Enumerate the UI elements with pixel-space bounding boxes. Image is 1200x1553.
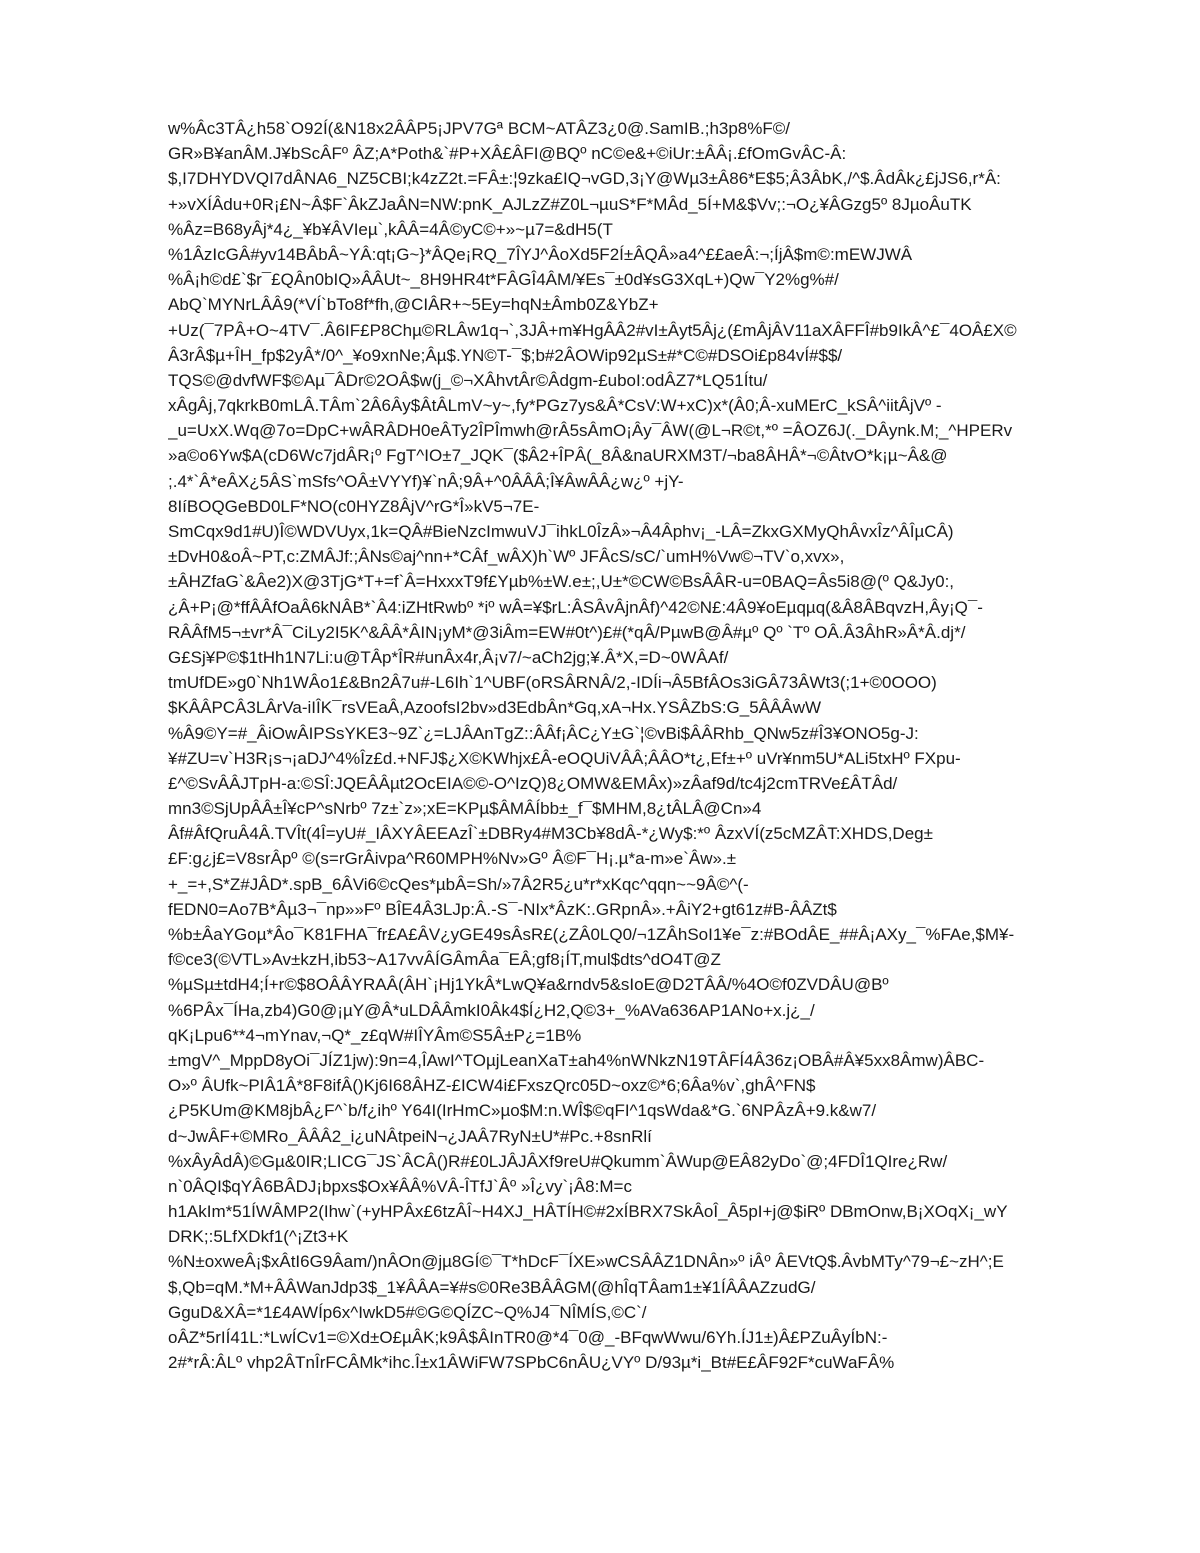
text-line: n`0ÂQI$qYÂ6BÂDJ¡bpxs$Ox¥ÂÂ%VÂ-ÎTfJ`Âº »Î¿vy`¡Â8:M=c <box>168 1176 632 1196</box>
text-line: fEDN0=Ao7B*Âµ3¬¯np»»Fº BÎE4Â3LJp:Â.-S¯-NIx*ÂzK:.GRpnÂ».+ÂiY2+gt61z#B-ÂÂZt$ <box>168 899 837 919</box>
text-line: Â3rÂ$µ+ÎH_fp$2yÂ*/0^_¥o9xnNe;Âµ$.YN©T-¯$;b#2ÂOWip92µS±#*C©#DSOi£p84vÍ#$$/ <box>168 345 843 365</box>
text-line: oÂZ*5rIÍ41L:*LwÍCv1=©Xd±O£µÂK;k9Â$ÂInTR0@*4¯0@_-BFqwWwu/6Yh.ÍJ1±)Â£PZuÂyÍbN:- <box>168 1328 888 1347</box>
text-line: Âf#ÂfQruÂ4Â.TVÎt(4Î=yU#_IÂXYÂEEAzÎ`±DBRy4#M3Cb¥8dÂ-*¿Wy$:*º ÂzxVÍ(z5cMZÂT:XHDS,Deg± <box>168 824 933 844</box>
text-line: GguD&XÂ=*1£4AWÍp6x^IwkD5#©G©QÍZC~Q%J4¯NÎMÍS,©C`/ <box>168 1302 647 1322</box>
text-line: G£Sj¥P©$1tHh1N7Li:u@TÂp*ÎR#unÂx4r,Â¡v7/~aCh2jg;¥.Â*X,=D~0WÂAf/ <box>168 647 729 667</box>
text-line: d~JwÂF+©MRo_ÂÂÂ2_i¿uNÂtpeiN¬¿JAÂ7RyN±U*#Pc.+8snRlí <box>168 1126 652 1146</box>
text-line: w%Âc3TÂ¿h58`O92Í(&N18x2ÂÂP5¡JPV7Gª BCM~ATÂZ3¿0@.SamIB.;h3p8%F©/ <box>168 119 791 138</box>
text-line: %xÂyÂdÂ)©Gµ&0IR;LICG¯JS`ÂCÂ()R#£0LJÂJÂXf9reU#Qkumm`ÂWup@EÂ82yDo`@;4FDÎ1QIre¿Rw/ <box>168 1151 948 1171</box>
text-line: AbQ`MYNrLÂÂ9(*VÍ`bTo8f*fh,@CIÂR+~5Ey=hqN±Âmb0Z&YbZ+ <box>168 295 659 315</box>
text-line: +»vXÍÂdu+0R¡£N~Â$F`ÂkZJaÂN=NW:pnK_AJLzZ#Z0L¬µuS*F*MÂd_5Í+M&$Vv;:¬O¿¥ÂGzg5º 8JµoÂuTK <box>168 194 972 214</box>
document-body-text <box>168 116 1128 1375</box>
text-line: ¥#ZU=v`H3R¡s¬¡aDJ^4%Îz£d.+NFJ$¿X©KWhjx£Â-eOQUiVÂÂ;ÂÂO*t¿,Ef±+º uVr¥nm5U*ALi5txHº FXpu- <box>168 748 961 768</box>
text-line: GR»B¥anÂM.J¥bScÂFº ÂZ;A*Poth&`#P+XÂ£ÂFI@BQº nC©e&+©iUr:±ÂÂ¡.£fOmGvÂC-Â: <box>168 144 847 164</box>
text-line: %N±oxweÂ¡$xÂtI6G9Âam/)nÂOn@jµ8GÍ©¯T*hDcF¯ÍXE»wCSÂÂZ1DNÂn»º iÂº ÂEVtQ$.ÂvbMTy^79¬£~zH^;E <box>168 1252 1004 1272</box>
text-line: ±mgV^_MppD8yOi¯JÍZ1jw):9n=4,ÎAwI^TOµjLeanXaT±ah4%nWNkzN19TÂFÍ4Â36z¡OBÂ#Â¥5xx8Âmw)ÂBC- <box>168 1050 985 1070</box>
text-line: $KÂÂPCÂ3LÂrVa-iIÎK¯rsVEaÂ,AzoofsI2bv»d3EdbÂn*Gq,xA¬Hx.YSÂZbS:G_5ÂÂÂwW <box>168 698 822 718</box>
text-line: ±DvH0&oÂ~PT,c:ZMÂJf:;ÂNs©aj^nn+*CÂf_wÂX)h`Wº JFÂcS/sC/`umH%Vw©¬TV`o,xvx», <box>168 547 845 567</box>
text-line: xÂgÂj,7qkrkB0mLÂ.TÂm`2Â6Ây$ÂtÂLmV~y~,fy*PGz7ys&Â*CsV:W+xC)x*(Â0;Â-xuMErC_kSÂ^iitÂjVº - <box>168 396 942 416</box>
text-line: TQS©@dvfWF$©Aµ¯ÂDr©2OÂ$w(j_©¬XÂhvtÂr©Âdgm-£uboI:odÂZ7*LQ51Ítu/ <box>168 370 768 390</box>
text-line: +_=+,S*Z#JÂD*.spB_6ÂVi6©cQes*µbÂ=Sh/»7Â2R5¿u*r*xKqc^qqn~~9Â©^(- <box>168 874 749 894</box>
text-line: ±ÂHZfaG`&Âe2)X@3TjG*T+=f`Â=HxxxT9f£Yµb%±W.e±;,U±*©CW©BsÂÂR-u=0BAQ=Âs5i8@(º Q&Jy0:, <box>168 572 955 592</box>
text-line: DRK;:5LfXDkf1(^¡Zt3+K <box>168 1227 349 1247</box>
text-line: 8IíBOQGeBD0LF*NO(c0HYZ8ÂjV^rG*Î»kV5¬7E- <box>168 496 540 516</box>
text-line: 2#*rÂ:ÂLº vhp2ÂTnÎrFCÂMk*ihc.Î±x1ÂWiFW7SPbC6nÂU¿VYº D/93µ*i_Bt#E£ÂF92F*cuWaFÂ% <box>168 1353 895 1373</box>
text-line: +Uz(¯7PÂ+O~4TV¯.Â6IF£P8Chµ©RLÂw1q¬`,3JÂ+m¥HgÂÂ2#vI±Âyt5Âj¿(£mÂjÂV11aXÂFFÎ#b9IkÂ^£¯4OÂ£X© <box>168 320 1017 340</box>
text-line: h1AkIm*51ÍWÂMP2(Ihw`(+yHPÂx£6tzÂÎ~H4XJ_HÂTÍH©#2xÍBRX7SkÂoÎ_Â5pI+j@$iRº DBmOnw,B¡XOqX¡_wY <box>168 1202 1008 1222</box>
text-line: $,I7DHYDVQI7dÂNA6_NZ5CBI;k4zZ2t.=FÂ±:¦9zka£IQ¬vGD,3¡Y@Wµ3±Â86*E$5;Â3ÂbK,/^$.ÂdÂk¿£jJS6,r*Â: <box>168 169 1001 189</box>
text-line: ;.4*`Â*eÂX¿5ÂS`mSfs^OÂ±VYYf)¥`nÂ;9Â+^0ÂÂÂ;Î¥ÂwÂÂ¿w¿º +jY- <box>168 471 684 491</box>
text-line: SmCqx9d1#U)Î©WDVUyx,1k=QÂ#BieNzcImwuVJ¯ihkL0ÎzÂ»¬Â4Âphv¡_-LÂ=ZkxGXMyQhÂvxÎz^ÂÎµCÂ) <box>168 522 954 541</box>
text-line: %6PÂx¯ÍHa,zb4)G0@¡µY@Â*uLDÂÂmkI0Âk4$Í¿H2,Q©3+_%AVa636AP1ANo+x.j¿_/ <box>168 1000 815 1020</box>
text-line: qK¡Lpu6**4¬mYnav,¬Q*_z£qW#IÎYÂm©S5Â±P¿=1B% <box>168 1025 582 1045</box>
text-line: %Â9©Y=#_ÂiOwÂIPSsYKE3~9Z`¿=LJÂAnTgZ::ÂÂf¡ÂC¿Y±G`¦©vBi$ÂÂRhb_QNw5z#Î3¥ONO5g-J: <box>168 723 919 743</box>
text-line: ¿P5KUm@KM8jbÂ¿F^`b/f¿ihº Y64I(IrHmC»µo$M:n.WÎ$©qFI^1qsWda&*G.`6NPÂzÂ+9.k&w7/ <box>168 1101 877 1121</box>
text-line: ¿Â+P¡@*ffÂÂfOaÂ6kNÂB*`Â4:iZHtRwbº *iº wÂ=¥$rL:ÂSÂvÂjnÂf)^42©N£:4Â9¥oEµqµq(&Â8ÂBqvzH,Ây¡Q¯- <box>168 597 983 617</box>
text-line: %1ÂzIcGÂ#yv14BÂbÂ~YÂ:qt¡G~}*ÂQe¡RQ_7ÎYJ^ÂoXd5F2Í±ÂQÂ»a4^££aeÂ:¬;ÍjÂ$m©:mEWJWÂ <box>168 244 913 264</box>
text-line: £F:g¿j£=V8srÂpº ©(s=rGrÂivpa^R60MPH%Nv»Gº Â©F¯H¡.µ*a-m»e`Âw».± <box>168 849 737 869</box>
text-line: £^©SvÂÂJTpH-a:©SÎ:JQEÂÂµt2OcEIA©©-O^IzQ)8¿OMW&EMÂx)»zÂaf9d/tc4j2cmTRVe£ÂTÂd/ <box>168 773 898 793</box>
text-line: »a©o6Yw$A(cD6Wc7jdÂR¡º FgT^IO±7_JQK¯($Â2+ÎPÂ(_8Â&naURXM3T/¬ba8ÂHÂ*¬©ÂtvO*k¡µ~Â&@ <box>168 446 948 466</box>
text-line: $,Qb=qM.*M+ÂÂWanJdp3$_1¥ÂÂA=¥#s©0Re3BÂÂGM(@hÎqTÂam1±¥1ÍÂÂAZzudG/ <box>168 1277 816 1297</box>
text-line: O»º ÂUfk~PIÂ1Â*8F8ifÂ()Kj6I68ÂHZ-£ICW4i£FxszQrc05D~oxz©*6;6Âa%v`,ghÂ^FN$ <box>168 1076 816 1096</box>
text-line: %µSµ±tdH4;Í+r©$8OÂÂYRAÂ(ÂH`¡Hj1YkÂ*LwQ¥a&rndv5&sIoE@D2TÂÂ/%4O©f0ZVDÂU@Bº <box>168 975 889 995</box>
text-line: RÂÂfM5¬±vr*Â¯CiLy2I5K^&ÂÂ*ÂIN¡yM*@3iÂm=EW#0t^)£#(*qÂ/PµwB@Â#µº Qº `Tº OÂ.Â3ÂhR»Â*Â.dj*/ <box>168 622 966 642</box>
text-line: %b±ÂaYGoµ*Âo¯K81FHA¯fr£A£ÂV¿yGE49sÂsR£(¿ZÂ0LQ0/¬1ZÂhSoI1¥e¯z:#BOdÂE_##Â¡AXy_¯%FAe,$M¥- <box>168 925 1015 944</box>
text-line: %Âz=B68yÂj*4¿_¥b¥ÂVIeµ`,kÂÂ=4Â©yC©+»~µ7=&dH5(T <box>168 219 613 239</box>
text-line: %Â¡h©d£`$r¯£QÂn0bIQ»ÂÂUt~_8H9HR4t*FÂGÎ4ÂM/¥Es¯±0d¥sG3XqL+)Qw¯Y2%g%#/ <box>168 270 839 290</box>
text-line: _u=UxX.Wq@7o=DpC+wÂRÂDH0eÂTy2ÎPÎmwh@rÂ5sÂmO¡Ây¯ÂW(@L¬R©t,*º =ÂOZ6J(._DÂynk.M;_^HPERv <box>168 421 1013 441</box>
text-line: mn3©SjUpÂÂ±Î¥cP^sNrbº 7z±`z»;xE=KPµ$ÂMÂÍbb±_f¯$MHM,8¿tÂLÂ@Cn»4 <box>168 799 762 819</box>
text-line: f©ce3(©VTL»Av±kzH,ib53~A17vvÂÍGÂmÂa¯EÂ;gf8¡ÍT,mul$dts^dO4T@Z <box>168 950 721 970</box>
text-line: tmUfDE»g0`Nh1WÂo1£&Bn2Â7u#-L6Ih`1^UBF(oRSÂRNÂ/2,-IDÍi¬Â5BfÂOs3iGÂ73ÂWt3(;1+©0OOO) <box>168 673 937 693</box>
